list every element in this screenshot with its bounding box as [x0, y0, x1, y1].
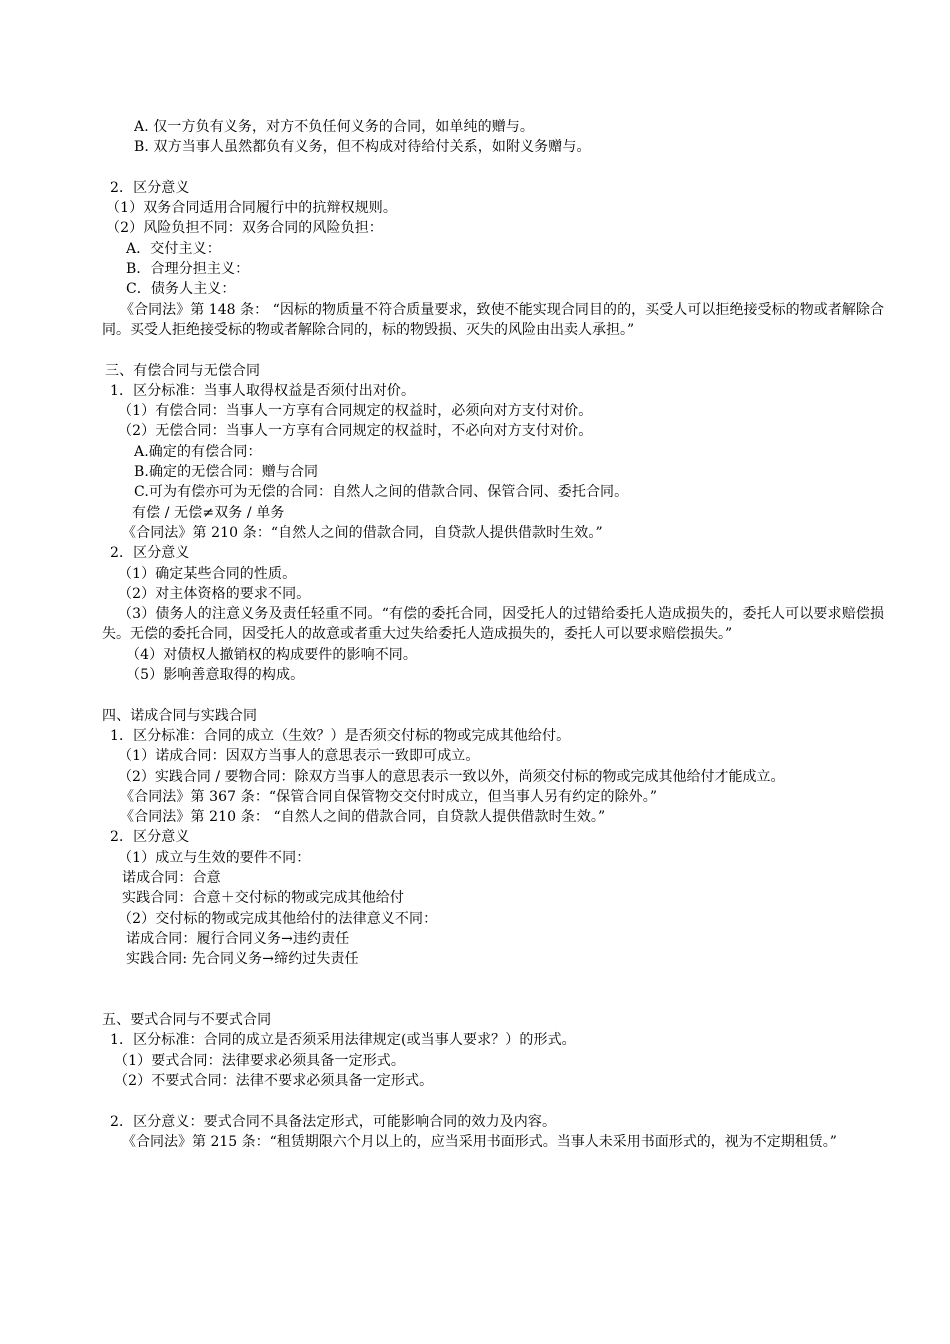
- blank-line: [102, 1091, 884, 1111]
- text-line: 四、诺成合同与实践合同: [102, 707, 258, 724]
- text-line: 2．区分意义: [110, 829, 190, 846]
- text-line: （4）对债权人撤销权的构成要件的影响不同。: [126, 646, 418, 663]
- text-line: 五、要式合同与不要式合同: [102, 1012, 272, 1029]
- text-line: （2）无偿合同：当事人一方享有合同规定的权益时，不必向对方支付对价。: [118, 423, 593, 440]
- text-line: （1）要式合同：法律要求必须具备一定形式。: [114, 1052, 406, 1069]
- text-line: C．债务人主义：: [126, 281, 236, 298]
- text-line: （2）风险负担不同：双务合同的风险负担：: [106, 220, 383, 237]
- paragraph: 《合同法》第 215 条：“租赁期限六个月以上的，应当采用书面形式。当事人未采用书面形式的，视为不定期租赁。”: [122, 1133, 837, 1150]
- paragraph: （3）债务人的注意义务及责任轻重不同。“有偿的委托合同，因受托人的过错给委托人造成损失的，委托人可以要求赔偿损失。无偿的委托合同，因受托人的故意或者重大过失给委托人造成损失的，委托人可以要求赔偿损失。”: [102, 606, 884, 643]
- text-line: 实践合同：合意＋交付标的物或完成其他给付: [122, 890, 404, 907]
- text-line: B. 双方当事人虽然都负有义务，但不构成对待给付关系，如附义务赠与。: [134, 139, 591, 156]
- text-line: 《合同法》第 210 条： “自然人之间的借款合同，自贷款人提供借款时生效。”: [120, 809, 606, 826]
- text-line: A.确定的有偿合同：: [134, 443, 262, 460]
- text-line: 1．区分标准：合同的成立是否须采用法律规定(或当事人要求？）的形式。: [110, 1032, 576, 1049]
- text-line: （2）对主体资格的要求不同。: [118, 585, 311, 602]
- text-line: （1）诺成合同：因双方当事人的意思表示一致即可成立。: [118, 748, 480, 765]
- text-line: A．交付主义：: [126, 240, 221, 257]
- text-line: 2．区分意义：要式合同不具备法定形式，可能影响合同的效力及内容。: [110, 1113, 557, 1130]
- text-line: （1）双务合同适用合同履行中的抗辩权规则。: [106, 200, 398, 217]
- text-line: （5）影响善意取得的构成。: [126, 667, 305, 684]
- blank-line: [102, 340, 884, 360]
- text-line: （2）不要式合同：法律不要求必须具备一定形式。: [114, 1072, 434, 1089]
- text-line: A. 仅一方负有义务，对方不负任何义务的合同，如单纯的赠与。: [134, 119, 535, 135]
- text-line: 2．区分意义: [110, 545, 190, 562]
- text-line: 三、有偿合同与无偿合同: [105, 362, 261, 379]
- blank-line: [102, 685, 884, 705]
- paragraph: 《合同法》第 148 条： “因标的物质量不符合质量要求，致使不能实现合同目的的，买受人可以拒绝接受标的物或者解除合同。买受人拒绝接受标的物或者解除合同的，标的物毁损、灭失的风险由出卖人承担。”: [102, 301, 884, 338]
- blank-line: [102, 969, 884, 1010]
- text-line: B．合理分担主义：: [126, 261, 250, 278]
- text-line: 1．区分标准：合同的成立（生效？）是否须交付标的物或完成其他给付。: [110, 727, 571, 744]
- text-line: （2）交付标的物或完成其他给付的法律意义不同：: [118, 910, 438, 927]
- text-line: C.可为有偿亦可为无偿的合同：自然人之间的借款合同、保管合同、委托合同。: [134, 484, 629, 501]
- text-line: 《合同法》第 367 条：“保管合同自保管物交交付时成立，但当事人另有约定的除外。”: [120, 788, 658, 805]
- text-line: （1）有偿合同：当事人一方享有合同规定的权益时，必须向对方支付对价。: [118, 403, 593, 420]
- text-line: 2．区分意义: [110, 179, 190, 196]
- text-line: 诺成合同：履行合同义务→违约责任: [126, 930, 350, 947]
- blank-line: [102, 158, 884, 178]
- paragraph: （2）实践合同 / 要物合同：除双方当事人的意思表示一致以外，尚须交付标的物或完成其他给付才能成立。: [118, 768, 785, 785]
- text-line: 有偿 / 无偿≠双务 / 单务: [132, 504, 285, 521]
- text-line: B.确定的无偿合同：赠与合同: [134, 464, 319, 481]
- document-body: [102, 117, 884, 1152]
- text-line: （1）成立与生效的要件不同：: [118, 849, 311, 866]
- text-line: 实践合同: 先合同义务→缔约过失责任: [126, 951, 359, 968]
- text-line: 1．区分标准：当事人取得权益是否须付出对价。: [110, 382, 416, 399]
- text-line: 诺成合同：合意: [122, 869, 221, 886]
- text-line: （1）确定某些合同的性质。: [118, 565, 297, 582]
- text-line: 《合同法》第 210 条：“自然人之间的借款合同，自贷款人提供借款时生效。”: [122, 524, 603, 541]
